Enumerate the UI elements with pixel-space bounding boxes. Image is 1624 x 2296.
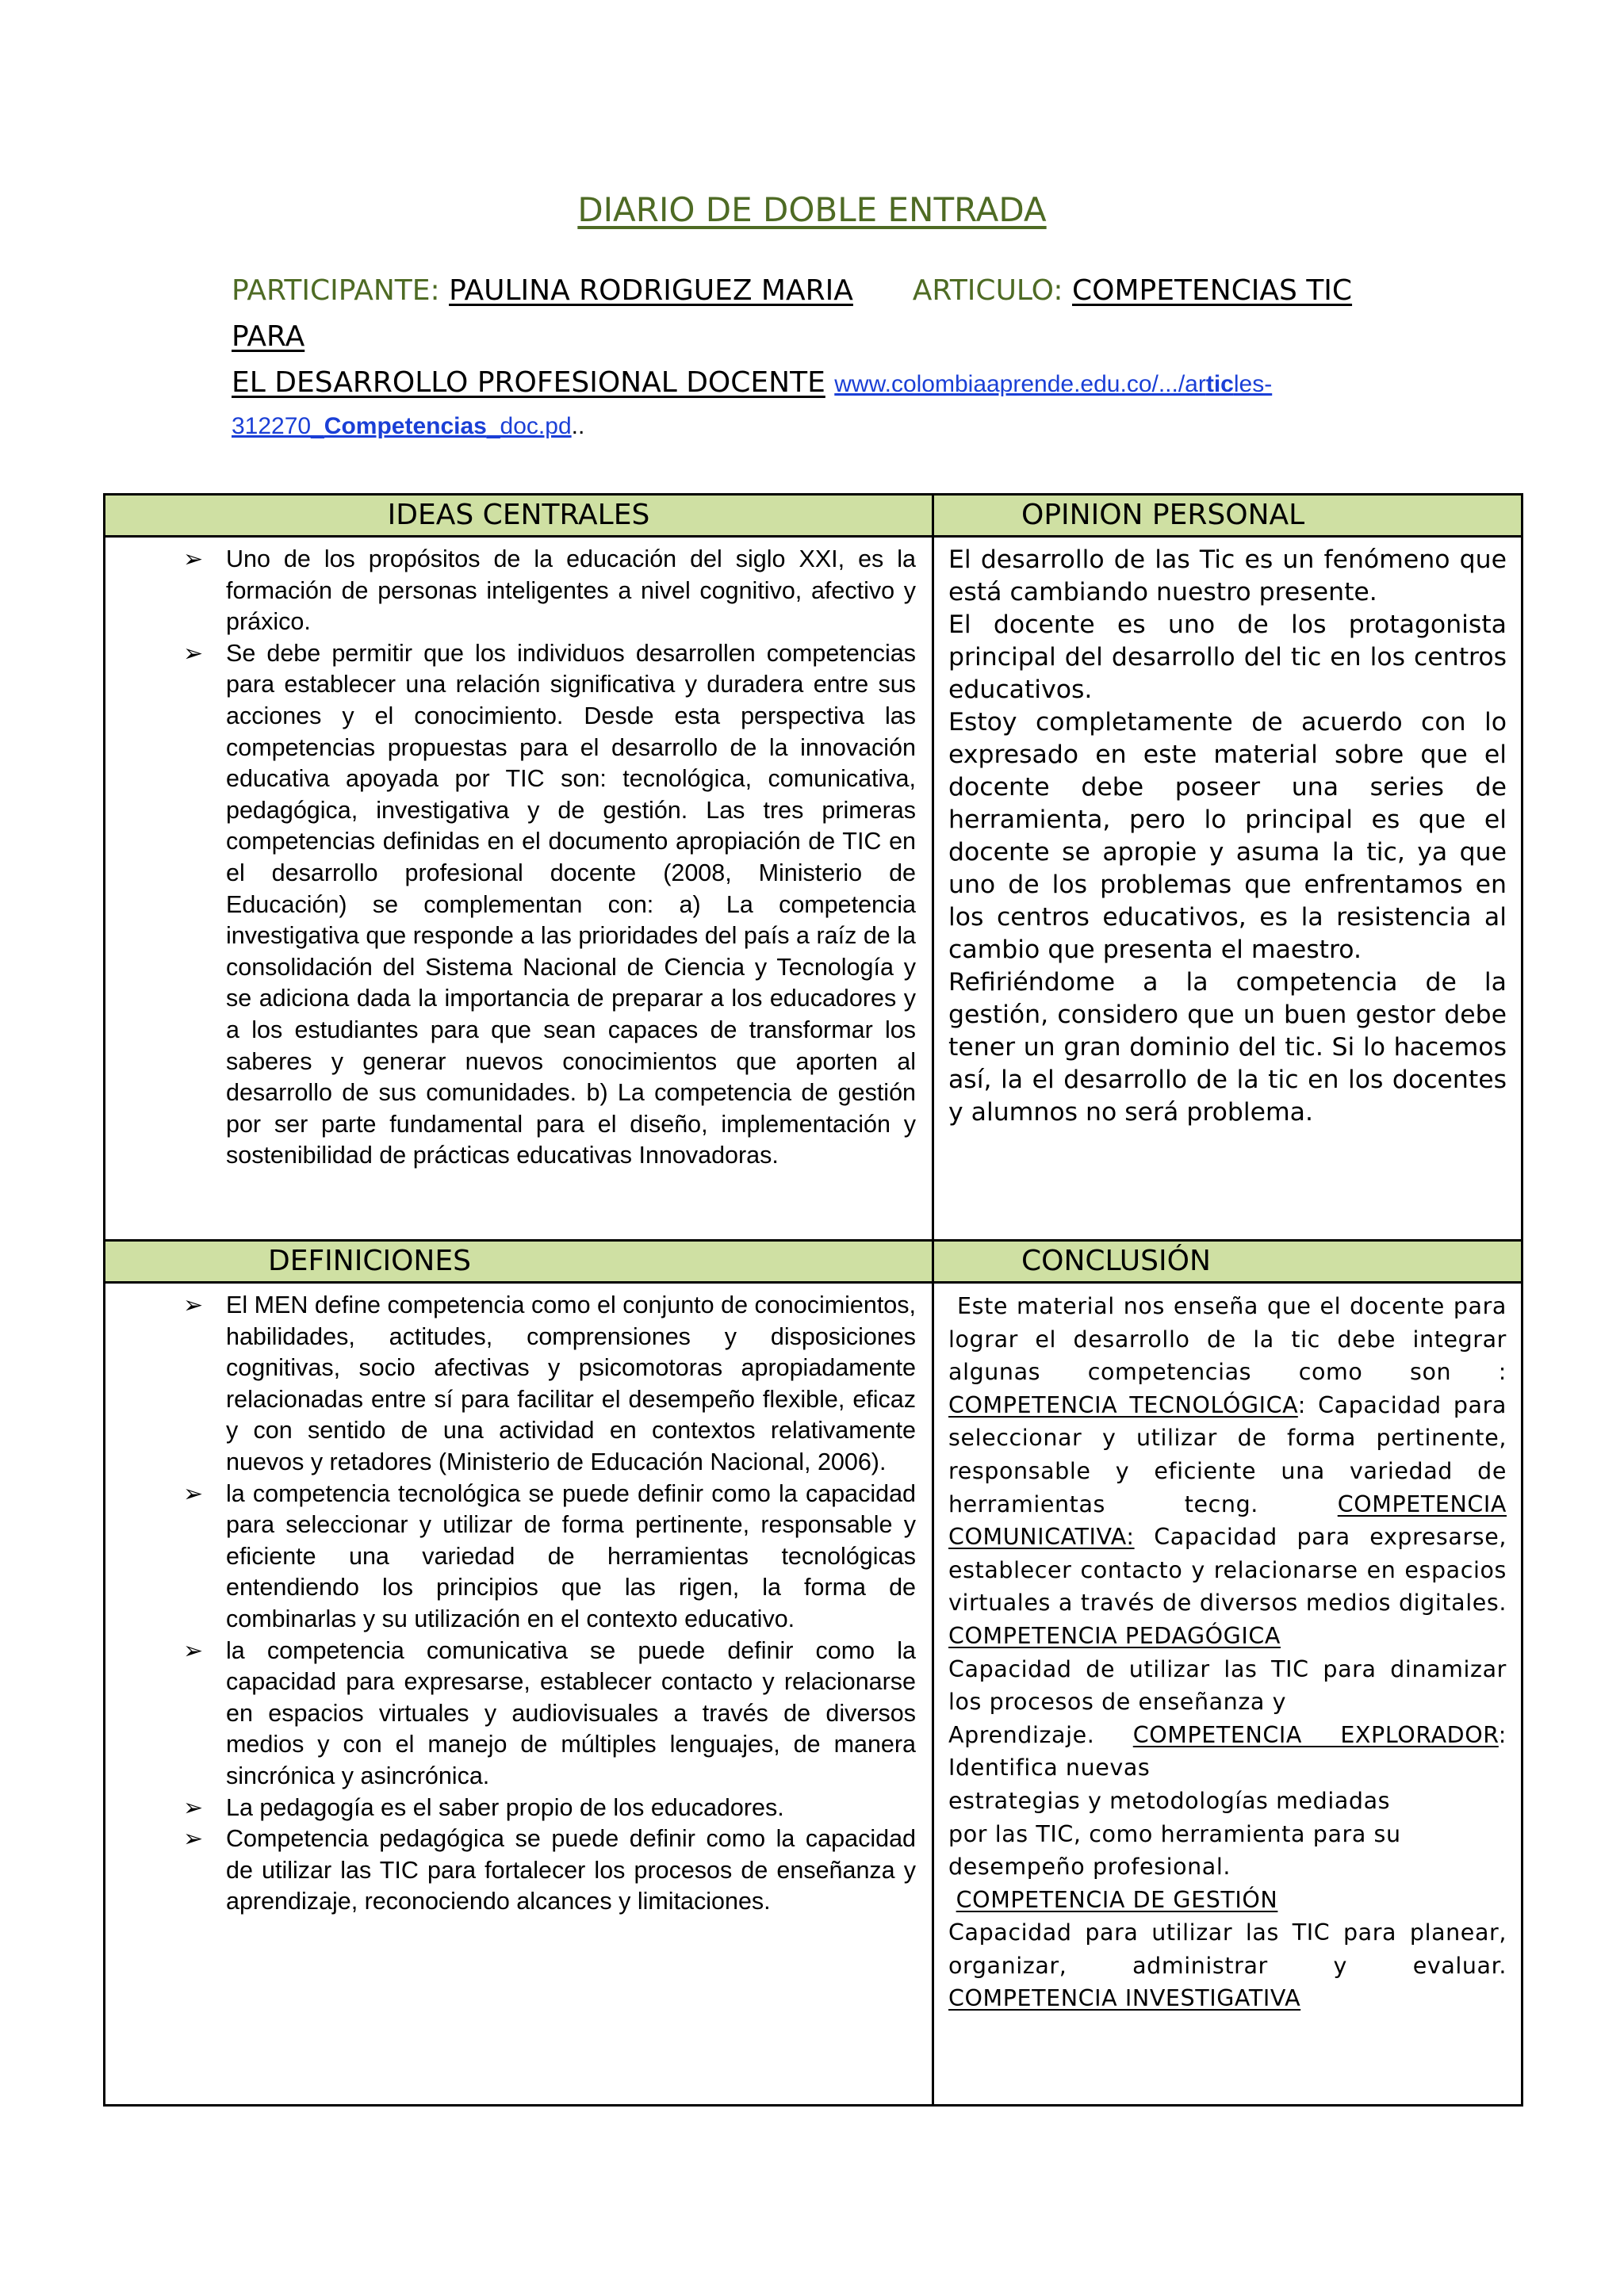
definicion-item: ➢ la competencia comunicativa se puede definir como la capacidad para expresarse, establecer contacto y relacionarse en espacios virtuales y audiovisuales a través de diversos medios y con el manejo de múltiples lenguajes, de manera sincrónica y asincrónica. (183, 1636, 916, 1789)
arrow-bullet-icon: ➢ (183, 1826, 204, 1853)
idea-item: ➢ Uno de los propósitos de la educación del siglo XXI, es la formación de personas inteligentes a nivel cognitivo, afectivo y práxico. (183, 545, 916, 636)
conclusion-text: Este material nos enseña que el docente para lograr el desarrollo de la tic debe integrar algunas competencias como son : COMPETENCIA TECNOLÓGICA: Capacidad para seleccionar y utilizar de forma pertinente, responsable y eficiente una variedad de herramientas tecng. COMPETENCIA COMUNICATIVA: Capacidad para expresarse, establecer contacto y relacionarse en espacios virtuales a través de diversos medios digitales. COMPETENCIA PEDAGÓGICA Capacidad de utilizar las TIC para dinamizar los procesos de enseñanza y Aprendizaje. COMPETENCIA EXPLORADOR: Identifica nuevas estrategias y metodologías mediadas por las TIC, como herramienta para su desempeño profesional. COMPETENCIA DE GESTIÓN Capacidad para utilizar las TIC para planear, organizar, administrar y evaluar. COMPETENCIA INVESTIGATIVA (948, 1293, 1507, 2012)
definiciones-list (105, 1284, 932, 1918)
opinion-paragraph: El docente es uno de los protagonista principal del desarrollo del tic en los centros educativos. (948, 610, 1507, 704)
competencia-comunicativa: COMPETENCIA COMUNICATIVA: (948, 1490, 1507, 1551)
articulo-label: ARTICULO: (912, 274, 1063, 307)
opinion-text (934, 538, 1521, 1129)
document-title: DIARIO DE DOBLE ENTRADA (577, 190, 1047, 229)
ideas-centrales-cell (105, 537, 933, 1241)
arrow-bullet-icon: ➢ (183, 640, 204, 667)
definiciones-cell (105, 1283, 933, 2106)
competencia-explorador: COMPETENCIA EXPLORADOR (1132, 1721, 1499, 1748)
arrow-bullet-icon: ➢ (183, 1794, 204, 1821)
definiciones-header: DEFINICIONES (105, 1241, 933, 1283)
arrow-bullet-icon: ➢ (183, 1637, 204, 1664)
link-suffix: .. (571, 413, 585, 439)
definicion-item: ➢ la competencia tecnológica se puede definir como la capacidad para seleccionar y utilizar de forma pertinente, responsable y eficiente una variedad de herramientas tecnológicas entendiendo los principios que las rigen, la forma de combinarlas y su utilización en el contexto educativo. (183, 1479, 916, 1632)
arrow-bullet-icon: ➢ (183, 1292, 204, 1318)
opinion-paragraph: Estoy completamente de acuerdo con lo expresado en este material sobre que el docente debe poseer una series de herramienta, pero lo principal es que el docente se apropie y asuma la tic, ya que uno de los problemas que enfrentamos en los centros educativos, es la resistencia al cambio que presenta el maestro. (948, 708, 1507, 964)
competencia-pedagogica: COMPETENCIA PEDAGÓGICA (948, 1622, 1281, 1649)
conclusion-cell (933, 1283, 1522, 2106)
competencia-tecnologica: COMPETENCIA TECNOLÓGICA (948, 1391, 1298, 1418)
article-link-continued[interactable]: 312270_Competencias_doc.pd (232, 413, 572, 439)
competencia-investigativa: COMPETENCIA INVESTIGATIVA (948, 1985, 1301, 2012)
articulo-value: COMPETENCIAS TIC PARA (232, 274, 1353, 353)
definicion-item: ➢ La pedagogía es el saber propio de los educadores. (129, 1793, 916, 1824)
arrow-bullet-icon: ➢ (183, 1480, 204, 1507)
definicion-item: ➢ Competencia pedagógica se puede definir como la capacidad de utilizar las TIC para fortalecer los procesos de enseñanza y aprendizaje, reconociendo alcances y limitaciones. (183, 1825, 916, 1915)
opinion-paragraph: Refiriéndome a la competencia de la gestión, considero que un buen gestor debe tener un gran dominio del tic. Si lo hacemos así, la el desarrollo de la tic en los docentes y alumnos no será problema. (948, 968, 1507, 1127)
definicion-item: ➢ El MEN define competencia como el conjunto de conocimientos, habilidades, actitudes, comprensiones y disposiciones cognitivas, socio afectivas y psicomotoras apropiadamente relacionadas entre sí para facilitar el desempeño flexible, eficaz y con sentido de una actividad en contextos relativamente nuevos y retadores (Ministerio de Educación Nacional, 2006). (183, 1292, 916, 1475)
competencia-gestion: COMPETENCIA DE GESTIÓN (956, 1886, 1278, 1913)
conclusion-header: CONCLUSIÓN (933, 1241, 1522, 1283)
header-line-3 (232, 408, 1358, 444)
opinion-paragraph: El desarrollo de las Tic es un fenómeno que está cambiando nuestro presente. (948, 545, 1507, 607)
header-line-2 (232, 360, 1358, 408)
arrow-bullet-icon: ➢ (183, 546, 204, 572)
ideas-centrales-header: IDEAS CENTRALES (105, 495, 933, 537)
opinion-personal-header: OPINION PERSONAL (933, 495, 1522, 537)
idea-item: ➢ Se debe permitir que los individuos desarrollen competencias para establecer una relación significativa y duradera entre sus acciones y el conocimiento. Desde esta perspectiva las competencias propuestas para el desarrollo de la innovación educativa apoyada por TIC son: tecnológica, comunicativa, pedagógica, investigativa y de gestión. Las tres primeras competencias definidas en el documento apropiación de TIC en el desarrollo profesional docente (2008, Ministerio de Educación) se complementan con: a) La competencia investigativa que responde a las prioridades del país a raíz de la consolidación del Sistema Nacional de Ciencia y Tecnología y se adiciona dada la importancia de preparar a los educadores y a los estudiantes para que sean capaces de transformar los saberes y generar nuevos conocimientos que aporten al desarrollo de sus comunidades. b) La competencia de gestión por ser parte fundamental para el diseño, implementación y sostenibilidad de prácticas educativas Innovadoras. (183, 639, 916, 1169)
document-header (232, 268, 1358, 444)
double-entry-table (103, 493, 1523, 2107)
participante-value: PAULINA RODRIGUEZ MARIA (449, 274, 853, 307)
participante-label: PARTICIPANTE: (232, 274, 440, 307)
articulo-value-continued: EL DESARROLLO PROFESIONAL DOCENTE (232, 366, 825, 399)
article-link[interactable]: www.colombiaaprende.edu.co/.../articles- (834, 371, 1273, 397)
header-line-1 (232, 268, 1358, 360)
opinion-personal-cell (933, 537, 1522, 1241)
ideas-list (105, 538, 932, 1172)
